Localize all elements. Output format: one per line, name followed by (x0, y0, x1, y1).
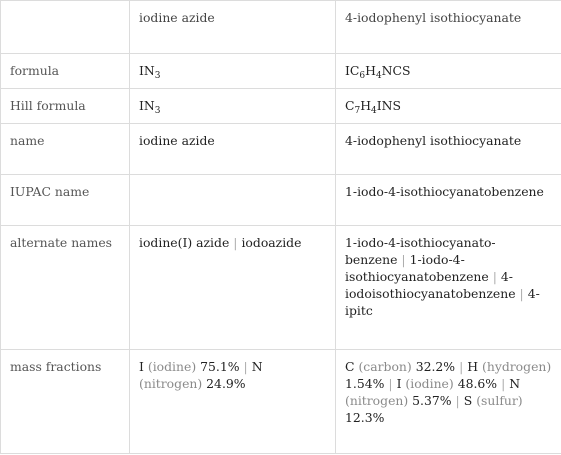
cell-iupac-iodophenyl: 1-iodo-4-isothiocyanatobenzene (336, 175, 561, 226)
alternate-name: 4-ipitc (345, 286, 540, 318)
formula-part: N (143, 98, 155, 113)
mass-symbol: I (396, 376, 402, 391)
mass-element: (iodine) (147, 359, 197, 374)
header-row (1, 1, 561, 54)
row-formula (1, 54, 561, 89)
row-iupac-name (1, 175, 561, 226)
cell-alt-iodophenyl (336, 226, 561, 350)
header-empty (1, 1, 130, 54)
row-label-name: name (1, 124, 130, 175)
alternate-name: iodoazide (241, 235, 302, 250)
formula-part: NCS (381, 63, 411, 78)
mass-percent: 12.3% (345, 410, 385, 425)
formula-subscript: 4 (371, 106, 377, 116)
separator: | (501, 376, 506, 391)
separator: | (401, 252, 406, 267)
row-name (1, 124, 561, 175)
mass-percent: 48.6% (457, 376, 498, 391)
row-label-alternate-names: alternate names (1, 226, 130, 350)
formula-subscript: 3 (154, 106, 161, 116)
cell-hill-iodine-azide (130, 89, 336, 124)
row-mass-fractions (1, 350, 561, 454)
mass-symbol: N (509, 376, 521, 391)
mass-symbol: C (345, 359, 355, 374)
separator: | (455, 393, 460, 408)
alternate-name: iodine(I) azide (139, 235, 230, 250)
formula-part: C (345, 98, 355, 113)
separator: | (243, 359, 248, 374)
mass-symbol: S (463, 393, 473, 408)
mass-element: (hydrogen) (482, 359, 552, 374)
formula-part: IC (345, 63, 360, 78)
cell-name-iodine-azide: iodine azide (130, 124, 336, 175)
mass-element: (carbon) (358, 359, 412, 374)
cell-name-iodophenyl: 4-iodophenyl isothiocyanate (336, 124, 561, 175)
mass-percent: 1.54% (345, 376, 385, 391)
row-label-iupac-name: IUPAC name (1, 175, 130, 226)
row-label-hill-formula: Hill formula (1, 89, 130, 124)
cell-hill-iodophenyl (336, 89, 561, 124)
header-iodophenyl-isothiocyanate: 4-iodophenyl isothiocyanate (336, 1, 561, 54)
mass-percent: 24.9% (206, 376, 246, 391)
alternate-name: 1-iodo-4-isothiocyanatobenzene (345, 252, 489, 284)
cell-iupac-iodine-azide (130, 175, 336, 226)
formula-part: I (139, 98, 144, 113)
mass-percent: 5.37% (412, 393, 452, 408)
formula-part: H (360, 98, 372, 113)
mass-percent: 32.2% (415, 359, 456, 374)
mass-symbol: N (251, 359, 263, 374)
formula-part: INS (376, 98, 401, 113)
formula-part: H (365, 63, 376, 78)
row-alternate-names (1, 226, 561, 350)
mass-element: (sulfur) (476, 393, 523, 408)
formula-subscript: 4 (375, 71, 382, 81)
separator: | (492, 269, 497, 284)
formula-subscript: 6 (359, 71, 366, 81)
separator: | (459, 359, 464, 374)
mass-element: (nitrogen) (139, 376, 203, 391)
row-label-mass-fractions: mass fractions (1, 350, 130, 454)
cell-mass-iodophenyl (336, 350, 561, 454)
mass-element: (nitrogen) (345, 393, 409, 408)
alternate-name: 4-iodoisothiocyanatobenzene (345, 269, 516, 301)
row-hill-formula (1, 89, 561, 124)
cell-mass-iodine-azide (130, 350, 336, 454)
cell-formula-iodine-azide (130, 54, 336, 89)
mass-element: (iodine) (405, 376, 454, 391)
formula-subscript: 3 (154, 71, 161, 81)
formula-subscript: 7 (354, 106, 361, 116)
separator: | (388, 376, 393, 391)
formula-part: N (143, 63, 155, 78)
cell-alt-iodine-azide (130, 226, 336, 350)
separator: | (519, 286, 524, 301)
mass-symbol: I (139, 359, 144, 374)
row-label-formula: formula (1, 54, 130, 89)
header-iodine-azide: iodine azide (130, 1, 336, 54)
mass-symbol: H (467, 359, 479, 374)
cell-formula-iodophenyl (336, 54, 561, 89)
mass-percent: 75.1% (200, 359, 240, 374)
formula-part: I (139, 63, 144, 78)
separator: | (233, 235, 238, 250)
alternate-name: 1-iodo-4-isothiocyanato-benzene (345, 235, 496, 267)
